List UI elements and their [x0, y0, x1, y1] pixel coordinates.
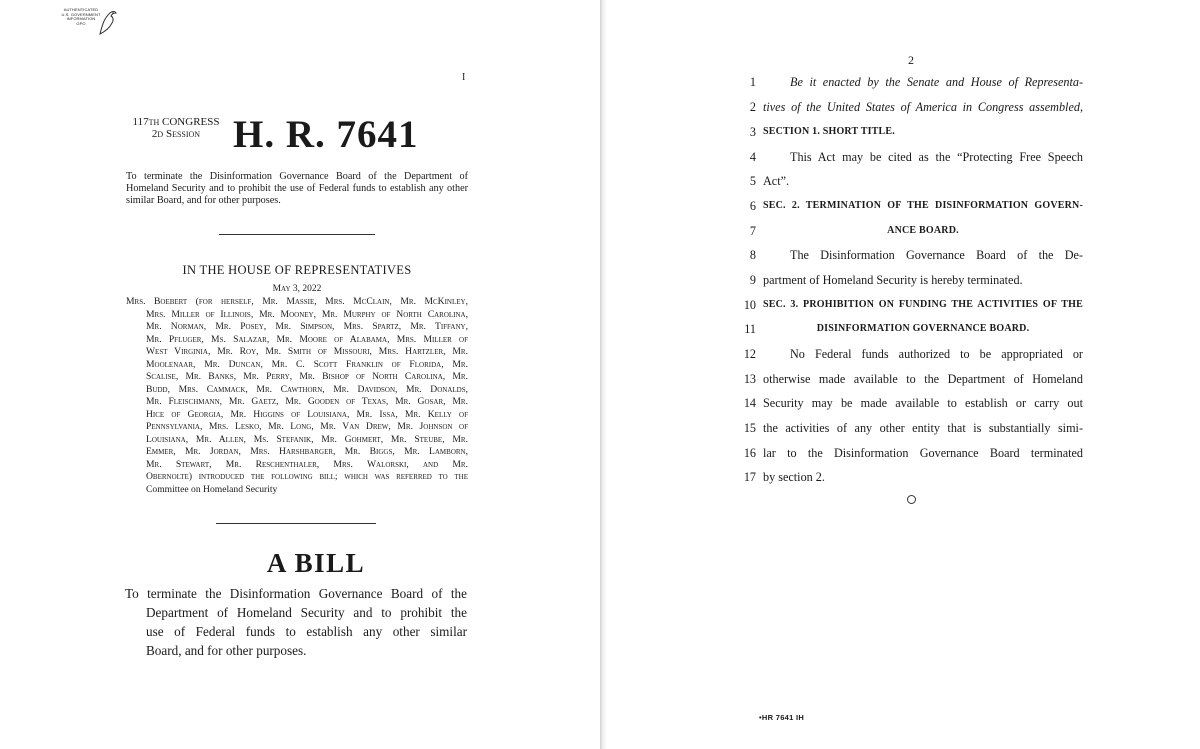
sponsor-line: Mr. Norman, Mr. Posey, Mr. Simpson, Mrs. Spartz, Mr. Tiffany, — [146, 321, 468, 332]
sponsor-line: Mrs. Boebert (for herself, Mr. Massie, Mrs. McClain, Mr. McKinley, — [126, 296, 468, 307]
bill-short-purpose: To terminate the Disinformation Governance Board of the Department of Homeland Security and to prohibit the use of Federal funds to establish any other similar Board, and for other purposes. — [126, 171, 468, 207]
line-number: 8 — [749, 248, 756, 262]
line-number: 12 — [743, 347, 756, 361]
line-text: Act”. — [763, 174, 790, 188]
end-of-text-circle-icon — [907, 495, 916, 504]
session-label: 2d Session — [151, 128, 201, 140]
sponsor-line: Mr. Stewart, Mr. Reschenthaler, Mrs. Walorski, and Mr. — [146, 458, 468, 470]
line-number: 11 — [744, 322, 756, 336]
sponsor-line: Mrs. Miller of Illinois, Mr. Mooney, Mr. Murphy of North Carolina, — [146, 308, 468, 320]
line-text: Be it enacted by the Senate and House of Representa- — [790, 75, 1083, 89]
sponsor-line: Obernolte) introduced the following bill; which was referred to the — [146, 471, 468, 482]
sponsor-line: Louisiana, Mr. Allen, Ms. Stefanik, Mr. Gohmert, Mr. Steube, Mr. — [146, 433, 468, 445]
line-number: 7 — [749, 224, 756, 238]
house-heading: IN THE HOUSE OF REPRESENTATIVES — [182, 263, 412, 277]
sponsor-line: Hice of Georgia, Mr. Higgins of Louisiana, Mr. Issa, Mr. Kelly of — [146, 408, 468, 420]
line-text: otherwise made available to the Department of Homeland — [763, 372, 1083, 386]
gpo-logo-line: AUTHENTICATED — [63, 7, 99, 12]
line-number: 17 — [743, 470, 756, 484]
line-text: lar to the Disinformation Governance Board terminated — [763, 446, 1083, 460]
long-title-line: use of Federal funds to establish any other similar — [146, 624, 467, 639]
congress-session-block — [124, 116, 228, 140]
divider — [219, 234, 375, 235]
sponsor-line: Moolenaar, Mr. Duncan, Mr. C. Scott Franklin of Florida, Mr. — [146, 358, 468, 370]
page-number: 2 — [908, 53, 914, 67]
introduction-date: May 3, 2022 — [272, 284, 322, 294]
line-number: 16 — [743, 446, 756, 460]
section-heading: SECTION 1. SHORT TITLE. — [763, 126, 895, 137]
line-text: partment of Homeland Security is hereby terminated. — [763, 273, 1023, 287]
sponsor-line: Budd, Mrs. Cammack, Mr. Cawthorn, Mr. Davidson, Mr. Donalds, — [146, 383, 468, 395]
gpo-logo-line: INFORMATION — [66, 16, 96, 21]
sponsor-line: Mr. Pfluger, Ms. Salazar, Mr. Moore of Alabama, Mrs. Miller of — [146, 333, 468, 345]
line-text: No Federal funds authorized to be appropriated or — [790, 347, 1083, 361]
line-number: 13 — [743, 372, 756, 386]
sponsor-line: Scalise, Mr. Banks, Mr. Perry, Mr. Bishop of North Carolina, Mr. — [146, 371, 468, 382]
line-text: The Disinformation Governance Board of the De- — [790, 248, 1083, 262]
line-number: 9 — [749, 273, 756, 287]
divider — [216, 523, 376, 524]
section-heading: DISINFORMATION GOVERNANCE BOARD. — [816, 323, 1030, 334]
line-number: 1 — [749, 75, 756, 89]
bill-number: H. R. 7641 — [233, 113, 419, 156]
line-number: 14 — [743, 396, 756, 410]
bill-page-right — [606, 0, 1200, 749]
sponsor-line: Committee on Homeland Security — [146, 483, 278, 495]
gpo-logo-line: U.S. GOVERNMENT — [61, 11, 101, 17]
section-heading: ANCE BOARD. — [887, 225, 959, 236]
eagle-icon — [96, 8, 118, 38]
long-title-line: Department of Homeland Security and to prohibit the — [146, 605, 467, 620]
line-number: 2 — [749, 100, 756, 114]
line-number: 6 — [749, 199, 756, 213]
congress-label: 117th CONGRESS — [132, 116, 220, 128]
section-heading: SEC. 2. TERMINATION OF THE DISINFORMATION GOVERN- — [763, 200, 1083, 211]
document-footer-id: •HR 7641 IH — [759, 713, 805, 722]
section-heading: SEC. 3. PROHIBITION ON FUNDING THE ACTIVITIES OF THE — [763, 299, 1083, 310]
long-title-line: To terminate the Disinformation Governance Board of the — [125, 586, 467, 601]
line-number: 4 — [749, 150, 756, 164]
sponsor-line: Emmer, Mr. Jordan, Mrs. Harshbarger, Mr. Biggs, Mr. Lamborn, — [146, 446, 468, 457]
line-text: tives of the United States of America in Congress assembled, — [763, 100, 1083, 114]
line-number: 10 — [743, 298, 756, 312]
line-number: 3 — [749, 125, 756, 139]
line-text: Security may be made available to establish or carry out — [763, 396, 1083, 410]
a-bill-heading: A BILL — [266, 548, 366, 578]
sponsor-line: Pennsylvania, Mrs. Lesko, Mr. Long, Mr. Van Drew, Mr. Johnson of — [146, 421, 468, 432]
gpo-authenticated-logo — [56, 8, 118, 38]
line-number: 5 — [749, 174, 756, 188]
line-text: This Act may be cited as the “Protecting Free Speech — [790, 150, 1083, 164]
page-number: I — [462, 72, 466, 83]
sponsor-line: Mr. Fleischmann, Mr. Gaetz, Mr. Gooden of Texas, Mr. Gosar, Mr. — [146, 396, 468, 407]
bill-long-title — [125, 584, 467, 660]
line-number: 15 — [743, 421, 756, 435]
gpo-logo-line: GPO — [76, 20, 86, 26]
line-text: the activities of any other entity that is substantially simi- — [763, 421, 1083, 435]
sponsor-line: West Virginia, Mr. Roy, Mr. Smith of Missouri, Mrs. Hartzler, Mr. — [146, 346, 468, 357]
line-text: by section 2. — [763, 470, 825, 484]
long-title-line: Board, and for other purposes. — [146, 643, 307, 658]
sponsors-paragraph — [126, 296, 468, 496]
